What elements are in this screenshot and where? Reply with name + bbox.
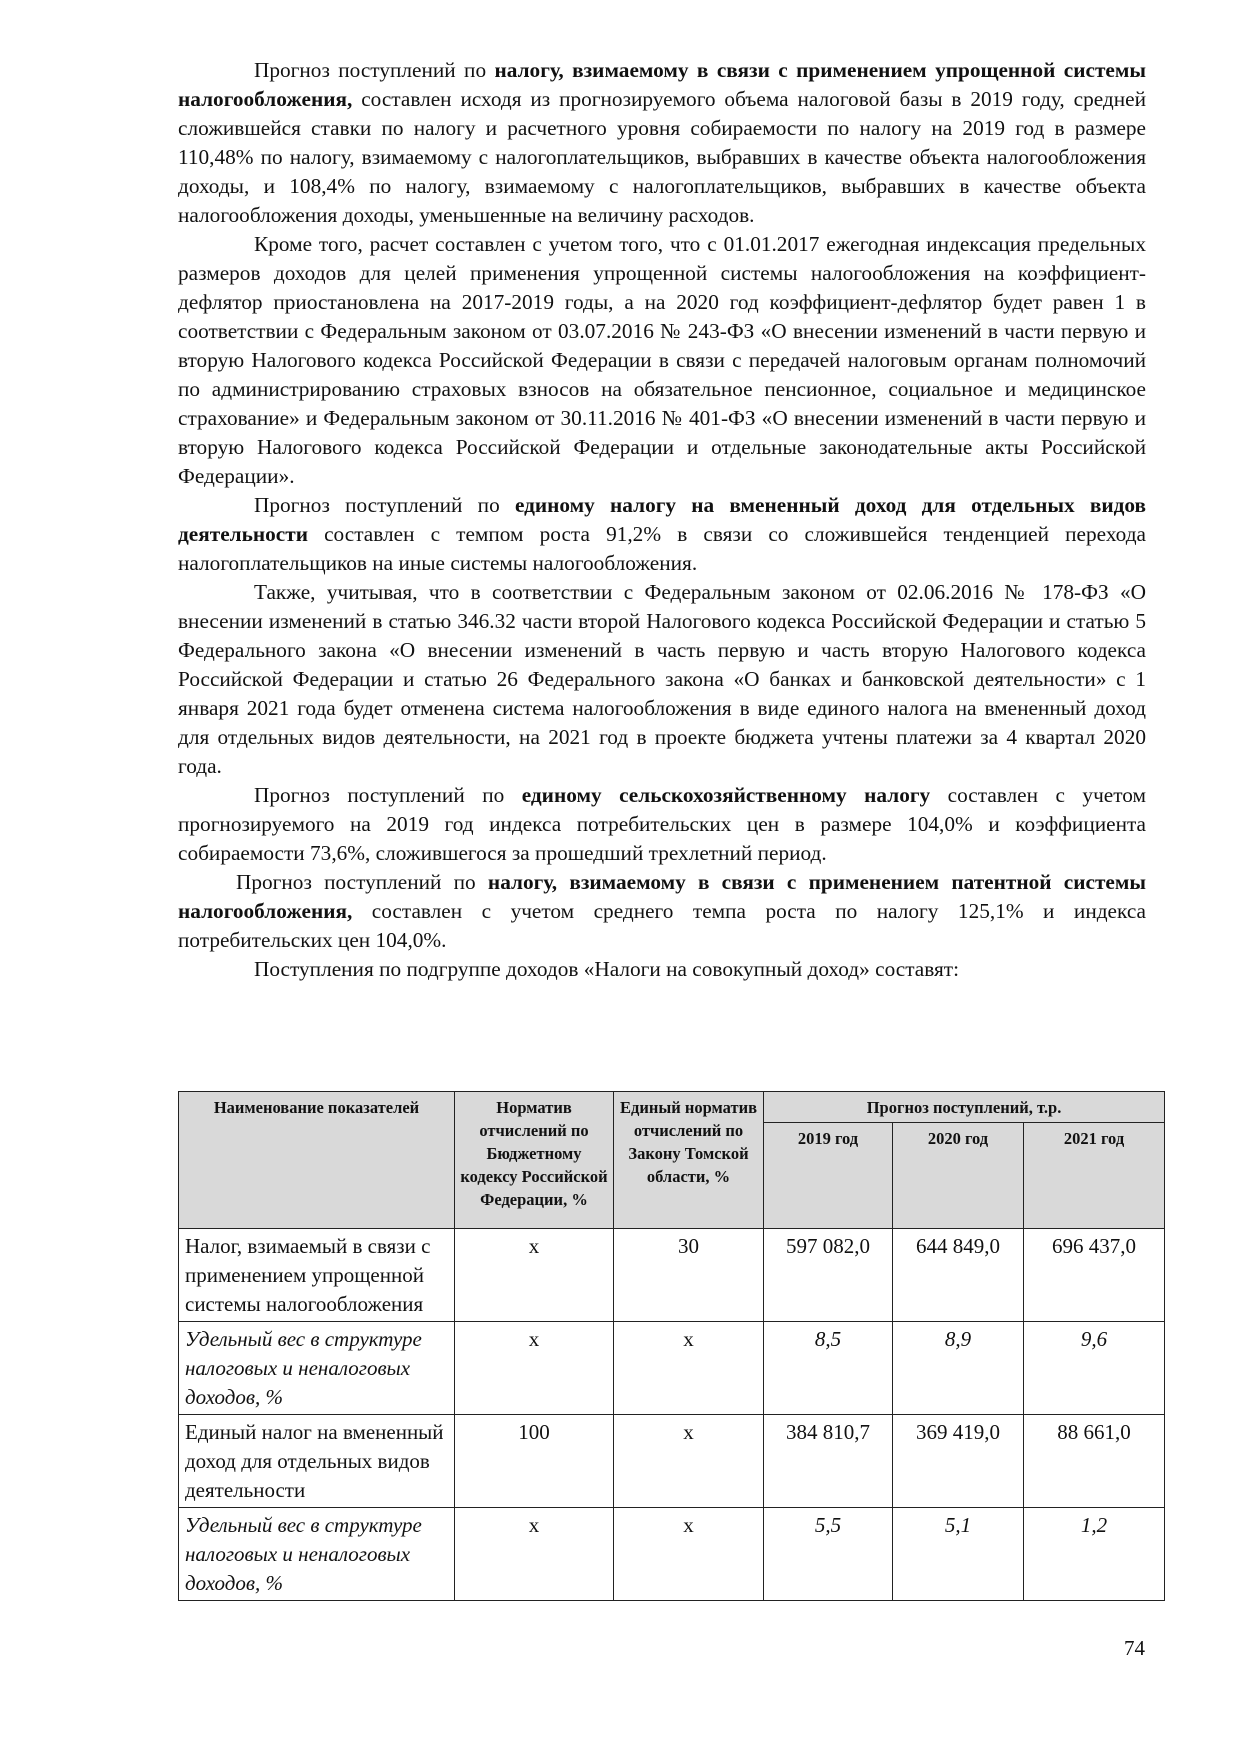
- row-normative-bk: х: [455, 1322, 614, 1415]
- row-value-2019: 597 082,0: [764, 1229, 893, 1322]
- row-value-2020: 369 419,0: [893, 1415, 1024, 1508]
- row-normative-law: 30: [614, 1229, 764, 1322]
- header-forecast: Прогноз поступлений, т.р.: [764, 1092, 1165, 1123]
- paragraph-envd-cancel: Также, учитывая, что в соответствии с Федеральным законом от 02.06.2016 № 178-ФЗ «О внесении изменений в статью 346.32 части второй Налогового кодекса Российской Федерации и статью 5 Федерального закона «О внесении изменений в часть первую и часть вторую Налогового кодекса Российской Федерации и статью 26 Федерального закона «О банках и банковской деятельности» с 1 января 2021 года будет отменена система налогообложения в виде единого налога на вмененный доход для отдельных видов деятельности, на 2021 год в проекте бюджета учтены платежи за 4 квартал 2020 года.: [178, 580, 1146, 778]
- table-row: [179, 1322, 1165, 1415]
- row-value-2021: 9,6: [1024, 1322, 1165, 1415]
- document-body: [178, 56, 1146, 984]
- page-number: 74: [1124, 1636, 1145, 1660]
- row-normative-bk: х: [455, 1229, 614, 1322]
- header-year-2021: 2021 год: [1024, 1123, 1165, 1229]
- paragraph-envd: Прогноз поступлений по единому налогу на вмененный доход для отдельных видов деятельности составлен с темпом роста 91,2% в связи со сложившейся тенденцией перехода налогоплательщиков на иные системы налогообложения.: [178, 493, 1146, 575]
- header-normative-law: Единый норматив отчислений по Закону Томской области, %: [614, 1092, 764, 1229]
- row-value-2019: 5,5: [764, 1508, 893, 1601]
- row-name: Единый налог на вмененный доход для отдельных видов деятельности: [179, 1415, 455, 1508]
- row-value-2020: 8,9: [893, 1322, 1024, 1415]
- paragraph-usn: Прогноз поступлений по налогу, взимаемому в связи с применением упрощенной системы налогообложения, составлен исходя из прогнозируемого объема налоговой базы в 2019 году, средней сложившейся ставки по налогу и расчетного уровня собираемости по налогу на 2019 год в размере 110,48% по налогу, взимаемому с налогоплательщиков, выбравших в качестве объекта налогообложения доходы, и 108,4% по налогу, взимаемому с налогоплательщиков, выбравших в качестве объекта налогообложения доходы, уменьшенные на величину расходов.: [178, 58, 1146, 227]
- paragraph-table-intro: Поступления по подгруппе доходов «Налоги на совокупный доход» составят:: [254, 957, 960, 981]
- table-row: [179, 1229, 1165, 1322]
- row-name: Налог, взимаемый в связи с применением упрощенной системы налогообложения: [179, 1229, 455, 1322]
- row-name: Удельный вес в структуре налоговых и неналоговых доходов, %: [179, 1322, 455, 1415]
- revenue-forecast-table: [178, 1091, 1165, 1601]
- header-year-2019: 2019 год: [764, 1123, 893, 1229]
- row-normative-law: х: [614, 1508, 764, 1601]
- header-year-2020: 2020 год: [893, 1123, 1024, 1229]
- paragraph-deflator: Кроме того, расчет составлен с учетом того, что с 01.01.2017 ежегодная индексация предельных размеров доходов для целей применения упрощенной системы налогообложения на коэффициент-дефлятор приостановлена на 2017-2019 годы, а на 2020 год коэффициент-дефлятор будет равен 1 в соответствии с Федеральным законом от 03.07.2016 № 243-ФЗ «О внесении изменений в части первую и вторую Налогового кодекса Российской Федерации в связи с передачей налоговым органам полномочий по администрированию страховых взносов на обязательное пенсионное, социальное и медицинское страхование» и Федеральным законом от 30.11.2016 № 401-ФЗ «О внесении изменений в части первую и вторую Налогового кодекса Российской Федерации и отдельные законодательные акты Российской Федерации».: [178, 232, 1146, 488]
- row-value-2019: 8,5: [764, 1322, 893, 1415]
- row-normative-law: х: [614, 1322, 764, 1415]
- table-header-row: [179, 1092, 1165, 1123]
- row-value-2021: 88 661,0: [1024, 1415, 1165, 1508]
- row-normative-law: х: [614, 1415, 764, 1508]
- row-normative-bk: 100: [455, 1415, 614, 1508]
- row-value-2020: 5,1: [893, 1508, 1024, 1601]
- header-normative-bk: Норматив отчислений по Бюджетному кодексу Российской Федерации, %: [455, 1092, 614, 1229]
- table-row: [179, 1508, 1165, 1601]
- row-name: Удельный вес в структуре налоговых и неналоговых доходов, %: [179, 1508, 455, 1601]
- paragraph-eskhn: Прогноз поступлений по единому сельскохозяйственному налогу составлен с учетом прогнозируемого на 2019 год индекса потребительских цен в размере 104,0% и коэффициента собираемости 73,6%, сложившегося за прошедший трехлетний период.: [178, 783, 1146, 865]
- paragraph-patent: Прогноз поступлений по налогу, взимаемому в связи с применением патентной системы налогообложения, составлен с учетом среднего темпа роста по налогу 125,1% и индекса потребительских цен 104,0%.: [178, 870, 1146, 952]
- row-value-2021: 696 437,0: [1024, 1229, 1165, 1322]
- row-value-2019: 384 810,7: [764, 1415, 893, 1508]
- header-name: Наименование показателей: [179, 1092, 455, 1229]
- row-value-2020: 644 849,0: [893, 1229, 1024, 1322]
- table-row: [179, 1415, 1165, 1508]
- row-value-2021: 1,2: [1024, 1508, 1165, 1601]
- row-normative-bk: х: [455, 1508, 614, 1601]
